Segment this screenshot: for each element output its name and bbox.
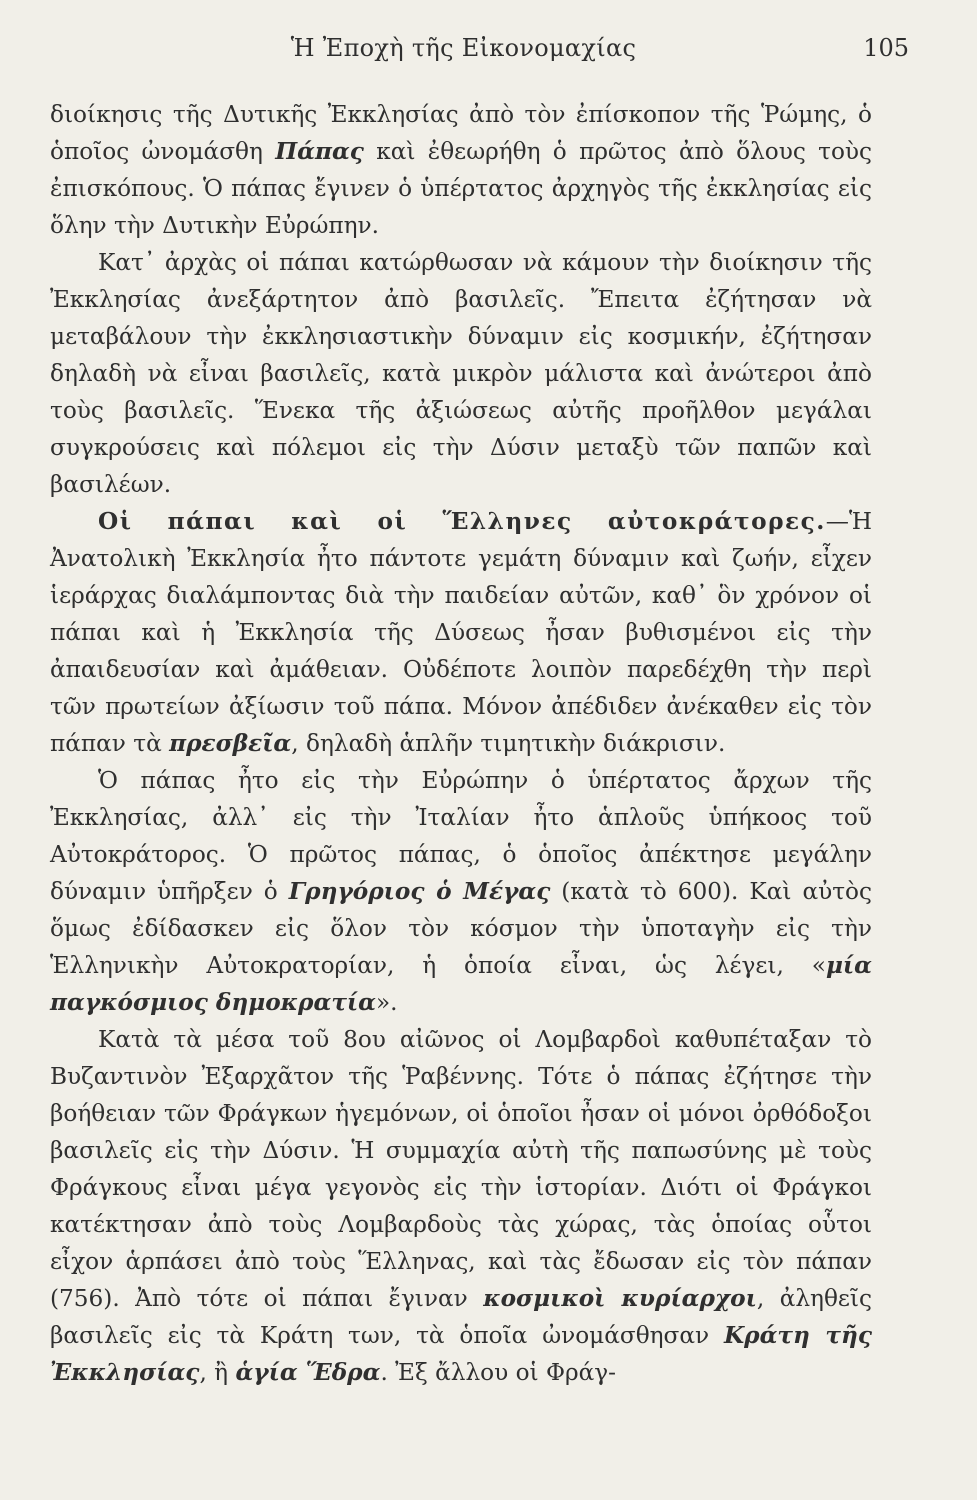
text-run: (κατὰ τὸ 600). Καὶ αὐτὸς ὅμως ἐδίδασκεν εἰς ὅλον τὸν κόσμον τὴν ὑποταγὴν εἰς τὴν Ἑλληνικὴν Αὐτοκρατορίαν, ἡ ὁποία εἶναι, ὡς λέγει, «	[50, 878, 872, 979]
emphasis-text: κοσμικοὶ κυρίαρχοι	[483, 1285, 757, 1312]
text-run: Κατ᾽ ἀρχὰς οἱ πάπαι κατώρθωσαν νὰ κάμουν τὴν διοίκησιν τῆς Ἐκκλησίας ἀνεξάρτητον ἀπὸ βασιλεῖς. Ἔπειτα ἐζήτησαν νὰ μεταβάλουν τὴν ἐκκλησιαστικὴν δύναμιν εἰς κοσμικήν, ἐζήτησαν δηλαδὴ νὰ εἶναι βασιλεῖς, κατὰ μικρὸν μάλιστα καὶ ἀνώτεροι ἀπὸ τοὺς βασιλεῖς. Ἕνεκα τῆς ἀξιώσεως αὐτῆς προῆλθον μεγάλαι συγκρούσεις καὶ πόλεμοι εἰς τὴν Δύσιν μεταξὺ τῶν παπῶν καὶ βασιλέων.	[50, 249, 872, 498]
emphasis-text: πρεσβεῖα	[169, 730, 292, 757]
text-run: . Ἐξ ἄλλου οἱ Φράγ-	[380, 1359, 616, 1386]
paragraph	[50, 503, 872, 762]
paragraph	[50, 1021, 872, 1391]
page-number: 105	[863, 34, 909, 62]
emphasis-text: Γρηγόριος ὁ Μέγας	[288, 878, 551, 905]
text-run: , ἀληθεῖς βασιλεῖς εἰς τὰ Κράτη των, τὰ ὁποῖα ὠνομάσθησαν	[50, 1285, 872, 1349]
paragraph	[50, 762, 872, 1021]
emphasis-text: μία παγκόσμιος δημοκρατία	[50, 952, 872, 1016]
paragraph	[50, 96, 872, 244]
text-run: Κατὰ τὰ μέσα τοῦ 8ου αἰῶνος οἱ Λομβαρδοὶ καθυπέταξαν τὸ Βυζαντινὸν Ἐξαρχᾶτον τῆς Ῥαβέννης. Τότε ὁ πάπας ἐζήτησε τὴν βοήθειαν τῶν Φράγκων ἡγεμόνων, οἱ ὁποῖοι ἦσαν οἱ μόνοι ὀρθόδοξοι βασιλεῖς εἰς τὴν Δύσιν. Ἡ συμμαχία αὐτὴ τῆς παπωσύνης μὲ τοὺς Φράγκους εἶναι μέγα γεγονὸς εἰς τὴν ἱστορίαν. Διότι οἱ Φράγκοι κατέκτησαν ἀπὸ τοὺς Λομβαρδοὺς τὰς χώρας, τὰς ὁποίας οὗτοι εἶχον ἁρπάσει ἀπὸ τοὺς Ἕλληνας, καὶ τὰς ἔδωσαν εἰς τὸν πάπαν (756). Ἀπὸ τότε οἱ πάπαι ἔγιναν	[50, 1026, 872, 1312]
emphasis-text: ἁγία Ἕδρα	[235, 1359, 381, 1386]
text-run: —Ἡ Ἀνατολικὴ Ἐκκλησία ἦτο πάντοτε γεμάτη δύναμιν καὶ ζωήν, εἶχεν ἱεράρχας διαλάμποντας διὰ τὴν παιδείαν αὐτῶν, καθ᾽ ὃν χρόνον οἱ πάπαι καὶ ἡ Ἐκκλησία τῆς Δύσεως ἦσαν βυθισμένοι εἰς τὴν ἀπαιδευσίαν καὶ ἀμάθειαν. Οὐδέποτε λοιπὸν παρεδέχθη τὴν περὶ τῶν πρωτείων ἀξίωσιν τοῦ πάπα. Μόνον ἀπέδιδεν ἀνέκαθεν εἰς τὸν πάπαν τὰ	[50, 508, 872, 757]
emphasis-text: Κράτη τῆς Ἐκκλησίας	[50, 1322, 873, 1386]
text-run: Ὁ πάπας ἦτο εἰς τὴν Εὐρώπην ὁ ὑπέρτατος ἄρχων τῆς Ἐκκλησίας, ἀλλ᾽ εἰς τὴν Ἰταλίαν ἦτο ἁπλοῦς ὑπήκοος τοῦ Αὐτοκράτορος. Ὁ πρῶτος πάπας, ὁ ὁποῖος ἀπέκτησε μεγάλην δύναμιν ὑπῆρξεν ὁ	[50, 767, 872, 905]
text-run: ».	[375, 989, 398, 1016]
running-title: Ἡ Ἐποχὴ τῆς Εἰκονομαχίας	[290, 34, 637, 62]
paragraph	[50, 244, 872, 503]
body-text	[50, 96, 872, 1391]
text-run: διοίκησις τῆς Δυτικῆς Ἐκκλησίας ἀπὸ τὸν ἐπίσκοπον τῆς Ῥώμης, ὁ ὁποῖος ὠνομάσθη	[50, 101, 872, 165]
section-heading: Οἱ πάπαι καὶ οἱ Ἕλληνες αὐτοκράτορες.	[98, 508, 826, 535]
text-run: , ἢ	[199, 1359, 236, 1386]
page-header	[50, 30, 909, 70]
text-run: , δηλαδὴ ἁπλῆν τιμητικὴν διάκρισιν.	[291, 730, 726, 757]
emphasis-text: Πάπας	[275, 138, 364, 165]
text-run: καὶ ἐθεωρήθη ὁ πρῶτος ἀπὸ ὅλους τοὺς ἐπισκόπους. Ὁ πάπας ἔγινεν ὁ ὑπέρτατος ἀρχηγὸς τῆς ἐκκλησίας εἰς ὅλην τὴν Δυτικὴν Εὐρώπην.	[50, 138, 873, 239]
